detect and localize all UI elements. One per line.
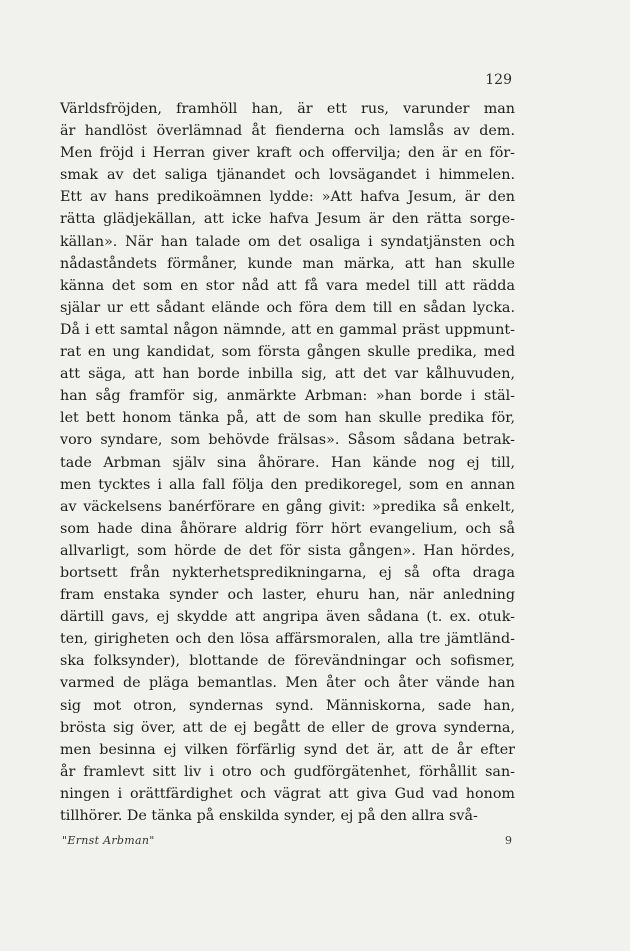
page-footer [62,834,512,854]
text-line: rätta glädjekällan, att icke hafva Jesum är den rätta sorge- [60,211,515,228]
text-line: nådaståndets förmåner, kunde man märka, att han skulle [60,255,515,272]
sheet-number: 9 [505,834,512,847]
text-line: allvarligt, som hörde de det för sista gången». Han hördes, [60,542,515,559]
text-line: Men fröjd i Herran giver kraft och offervilja; den är en för- [60,145,515,162]
text-line: källan». När han talade om det osaliga i syndatjänsten och [60,233,515,250]
text-line: tillhörer. De tänka på enskilda synder, ej på den allra svå- [60,808,478,824]
text-line: att säga, att han borde inbilla sig, att det var kålhuvuden, [60,366,515,383]
signature-mark: "Ernst Arbman" [62,834,155,847]
page-number: 129 [485,72,512,88]
text-line: ten, girigheten och den lösa affärsmoralen, alla tre jämtländ- [60,631,515,648]
text-line: känna det som en stor nåd att få vara medel till att rädda [60,277,515,294]
text-line: rat en ung kandidat, som första gången skulle predika, med [60,344,515,361]
text-line: ningen i orättfärdighet och vägrat att giva Gud vad honom [60,785,515,802]
text-line: fram enstaka synder och laster, ehuru han, när anledning [60,587,515,604]
text-line: av väckelsens banérförare en gång givit: »predika så enkelt, [60,498,515,515]
text-line: Då i ett samtal någon nämnde, att en gammal präst uppmunt- [60,321,515,338]
text-line: men tycktes i alla fall följa den predikoregel, som en annan [60,476,515,493]
text-line: men besinna ej vilken förfärlig synd det är, att de år efter [60,741,515,758]
text-line: bortsett från nykterhetspredikningarna, ej så ofta draga [60,564,515,581]
text-line: år framlevt sitt liv i otro och gudförgätenhet, förhållit san- [60,763,515,780]
text-line: därtill gavs, ej skydde att angripa även sådana (t. ex. otuk- [60,609,515,626]
text-line: är handlöst överlämnad åt fienderna och lamslås av dem. [60,123,515,140]
text-line: sig mot otron, syndernas synd. Människorna, sade han, [60,697,515,714]
text-line: varmed de pläga bemantlas. Men åter och åter vände han [60,675,515,692]
text-line: voro syndare, som behövde frälsas». Såsom sådana betrak- [60,432,515,449]
text-line: smak av det saliga tjänandet och lovsägandet i himmelen. [60,167,515,184]
text-line: som hade dina åhörare aldrig förr hört evangelium, och så [60,520,515,537]
text-line: Ett av hans predikoämnen lydde: »Att hafva Jesum, är den [60,189,515,206]
text-line: ska folksynder), blottande de förevändningar och sofismer, [60,653,515,670]
text-line: tade Arbman själv sina åhörare. Han kände nog ej till, [60,454,515,471]
text-line: han såg framför sig, anmärkte Arbman: »han borde i stäl- [60,388,515,405]
body-text [60,98,515,827]
text-line: let bett honom tänka på, att de som han skulle predika för, [60,410,515,427]
text-line: brösta sig över, att de ej begått de eller de grova synderna, [60,719,515,736]
text-line: själar ur ett sådant elände och föra dem till en sådan lycka. [60,299,515,316]
text-line: Världsfröjden, framhöll han, är ett rus, varunder man [60,101,515,117]
